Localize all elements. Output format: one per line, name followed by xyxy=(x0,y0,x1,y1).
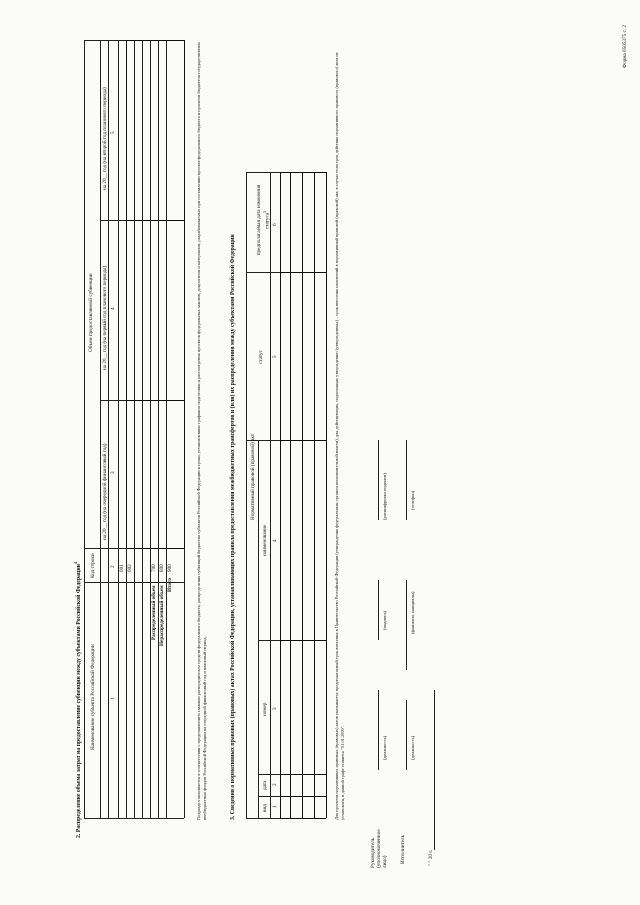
th-year-current: на 20__ год (на очередной финансовый год) xyxy=(102,443,108,540)
total-distributed: Распределенный объем xyxy=(151,585,157,640)
col-number-2: 2 xyxy=(110,565,116,568)
sign-date: " " 20 г. xyxy=(428,849,434,866)
head-label: Руководитель (уполномоченное лицо) xyxy=(370,829,388,868)
form-code-label: Форма 0505375 с. 2 xyxy=(622,25,628,68)
th-date-col: дата xyxy=(262,780,268,790)
cap-name: (расшифровка подписи) xyxy=(382,473,387,520)
cap-position: (должность) xyxy=(382,735,387,760)
col-number-1: 1 xyxy=(110,697,116,700)
s3-col-number-5: 5 xyxy=(272,355,278,358)
row-code-001: 001 xyxy=(119,564,125,572)
th-normative-act: Нормативный правовой (правовой) акт xyxy=(250,433,256,520)
th-year-plan1: на 20__ год (на первый год планового периода) xyxy=(102,265,108,370)
th-subject-name: Наименование субъекта Российской Федерации xyxy=(90,644,96,750)
total-code-900: 900 xyxy=(167,564,173,572)
section2-title-label: 2. Распределение объема затрат на предоставление субвенции между субъектами Российской Федерации xyxy=(75,563,82,838)
cap-fio: (фамилия, инициалы) xyxy=(410,591,415,634)
section2-title xyxy=(72,562,83,838)
th-kind-col: вид xyxy=(262,804,268,812)
th-row-code: Код строки xyxy=(90,553,96,578)
col-number-4: 4 xyxy=(110,307,116,310)
row-code-002: 002 xyxy=(127,564,133,572)
cap-position-exec: (должность) xyxy=(410,735,415,760)
total-code-800: 800 xyxy=(159,564,165,572)
section2-title-mark: 4 xyxy=(73,561,78,564)
exec-label: Исполнитель xyxy=(400,834,406,864)
cap-signature: (подпись) xyxy=(382,610,387,630)
th-status-change-date xyxy=(256,180,271,260)
total-sum: Итого xyxy=(167,578,173,592)
th-status-change-date-mark: 5 xyxy=(262,210,267,213)
section3-title: 3. Сведения о нормативных правовых (правовых) актах Российской Федерации, устанавливающих правила предоставления межбюджетных трансфертов и (или) их распределения между субъектами Российской Федерации xyxy=(230,234,236,820)
s3-col-number-2: 2 xyxy=(272,783,278,786)
th-status-change-date-text: предполагаемая дата изменения статуса xyxy=(256,184,271,256)
total-undistributed: Нераспределенный объем xyxy=(159,585,165,646)
section3-footnote: Для проектов нормативных правовых (правовых) актов указывается предполагаемый срок внесения в Правительство Российской Федерации (утверждения федеральным органом исполнительной власти), для действующих, подлежащих утверждению (утвержденных) – срок внесения изменений в нормативный правовой (правовой) акт, в случае если срок действия нормативного правового (правового) акта не установлен, в данной графе ставится "01.01.2099". xyxy=(334,52,345,820)
s3-col-number-6: 6 xyxy=(272,223,278,226)
th-year-plan2: на 20__ год (на второй год планового периода) xyxy=(102,87,108,190)
total-code-700: 700 xyxy=(151,564,157,572)
cap-phone: (телефон) xyxy=(410,490,415,510)
th-status-col: статус xyxy=(258,350,264,364)
s3-col-number-3: 3 xyxy=(272,707,278,710)
th-name-col: наименование xyxy=(262,524,268,556)
col-number-5: 5 xyxy=(110,131,116,134)
s3-col-number-4: 4 xyxy=(272,539,278,542)
th-subsidy-volume: Объем предоставляемой субвенции xyxy=(88,273,94,352)
th-number-col: номер xyxy=(262,702,268,716)
col-number-3: 3 xyxy=(110,471,116,474)
s3-col-number-1: 1 xyxy=(272,805,278,808)
section2-footnote: Подраздел заполняется в соответствии с представлением главным распорядителем средств федерального бюджета, распределения субвенций бюджетам субъектов Российской Федерации в сроки, установленные графиком подготовки и рассмотрения проектов федеральных законов, документов и материалов, разрабатываемых при составлении проекта федерального бюджета и проектов бюджетов государственных внебюджетных фондов Российской Федерации на очередной финансовый год и плановый период. xyxy=(196,42,207,820)
